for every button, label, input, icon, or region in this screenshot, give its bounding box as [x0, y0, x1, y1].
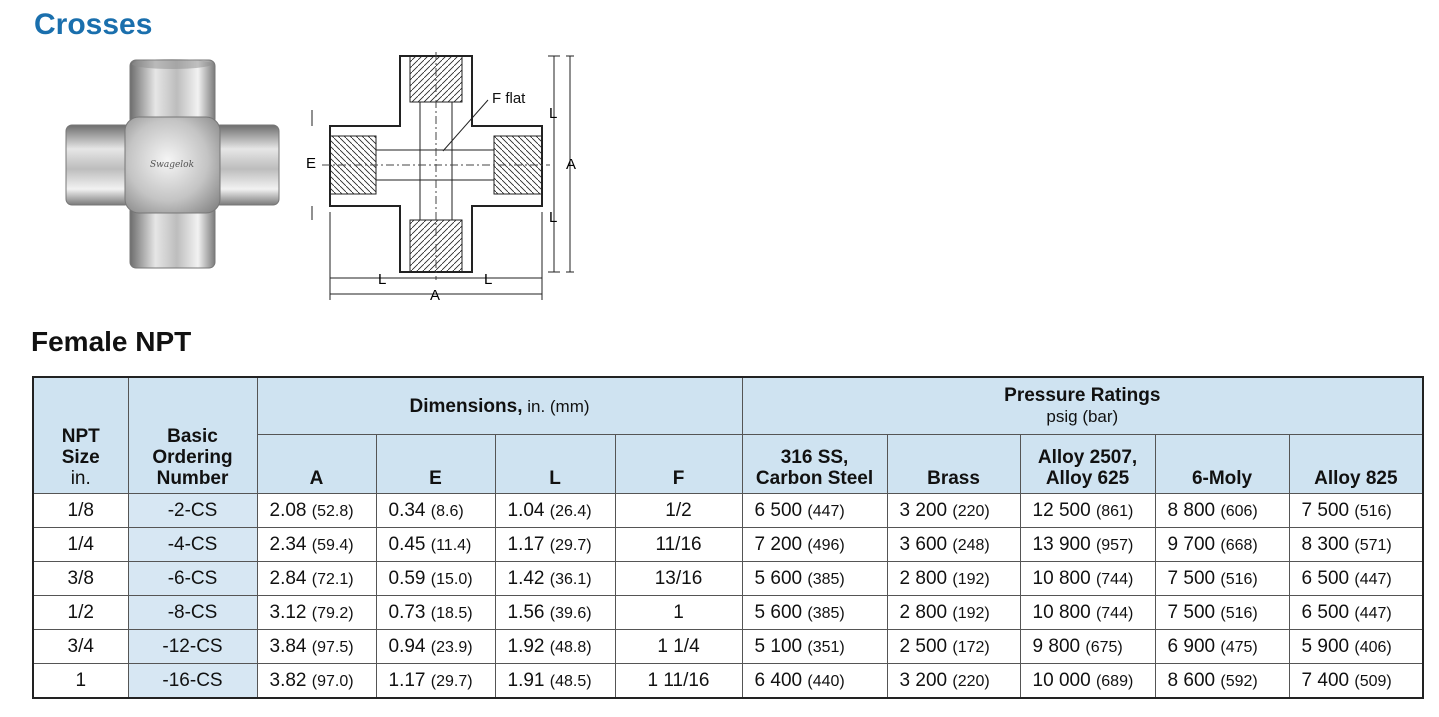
cell-dim-a: 3.84 (97.5) — [257, 630, 376, 664]
cell-npt-size: 1/4 — [33, 528, 128, 562]
table-row — [33, 630, 1423, 664]
cell-pressure-alloy825: 8 300 (571) — [1289, 528, 1423, 562]
col-npt-size: NPT Size in. — [33, 377, 128, 494]
cell-dim-a: 2.34 (59.4) — [257, 528, 376, 562]
table-row — [33, 528, 1423, 562]
cell-dim-a: 3.82 (97.0) — [257, 664, 376, 699]
cross-dimension-drawing — [298, 48, 598, 306]
col-material-6moly: 6-Moly — [1155, 435, 1289, 494]
cell-dim-e: 0.59 (15.0) — [376, 562, 495, 596]
table-row — [33, 596, 1423, 630]
col-group-dimensions: Dimensions, in. (mm) — [257, 377, 742, 435]
dim-l-left: L — [378, 271, 387, 288]
cell-pressure-alloy2507: 13 900 (957) — [1020, 528, 1155, 562]
dim-l-right: L — [484, 271, 493, 288]
cell-ordering-number: -12-CS — [128, 630, 257, 664]
cell-pressure-316ss: 5 600 (385) — [742, 596, 887, 630]
cell-pressure-316ss: 6 400 (440) — [742, 664, 887, 699]
cell-npt-size: 1 — [33, 664, 128, 699]
cell-dim-f: 1 — [615, 596, 742, 630]
cell-dim-f: 1 1/4 — [615, 630, 742, 664]
col-material-brass: Brass — [887, 435, 1020, 494]
cell-npt-size: 3/8 — [33, 562, 128, 596]
col-material-alloy2507: Alloy 2507, Alloy 625 — [1020, 435, 1155, 494]
col-dim-a: A — [257, 435, 376, 494]
cell-dim-e: 0.34 (8.6) — [376, 494, 495, 528]
dim-l-upper: L — [549, 105, 558, 122]
cell-pressure-alloy825: 6 500 (447) — [1289, 562, 1423, 596]
cell-dim-e: 0.45 (11.4) — [376, 528, 495, 562]
cell-pressure-brass: 2 800 (192) — [887, 596, 1020, 630]
cell-dim-f: 1/2 — [615, 494, 742, 528]
cell-dim-l: 1.92 (48.8) — [495, 630, 615, 664]
cell-pressure-brass: 3 200 (220) — [887, 494, 1020, 528]
cell-dim-l: 1.17 (29.7) — [495, 528, 615, 562]
cell-pressure-alloy825: 6 500 (447) — [1289, 596, 1423, 630]
cell-dim-f: 1 11/16 — [615, 664, 742, 699]
cell-dim-a: 2.84 (72.1) — [257, 562, 376, 596]
cell-pressure-alloy2507: 10 000 (689) — [1020, 664, 1155, 699]
cross-fitting-photo — [60, 55, 285, 275]
cell-npt-size: 1/2 — [33, 596, 128, 630]
cell-pressure-316ss: 6 500 (447) — [742, 494, 887, 528]
cell-dim-e: 0.94 (23.9) — [376, 630, 495, 664]
table-row — [33, 494, 1423, 528]
logo-text: Swagelok — [149, 160, 195, 170]
col-dim-e: E — [376, 435, 495, 494]
cell-pressure-316ss: 5 600 (385) — [742, 562, 887, 596]
cell-npt-size: 1/8 — [33, 494, 128, 528]
cell-dim-l: 1.04 (26.4) — [495, 494, 615, 528]
cell-pressure-6moly: 7 500 (516) — [1155, 562, 1289, 596]
col-ordering-number: Basic Ordering Number — [128, 377, 257, 494]
cell-pressure-6moly: 9 700 (668) — [1155, 528, 1289, 562]
cell-pressure-6moly: 6 900 (475) — [1155, 630, 1289, 664]
f-flat-label: F flat — [492, 90, 526, 107]
cell-pressure-alloy825: 7 500 (516) — [1289, 494, 1423, 528]
cell-ordering-number: -4-CS — [128, 528, 257, 562]
spec-table-body — [33, 494, 1423, 699]
cell-pressure-316ss: 7 200 (496) — [742, 528, 887, 562]
cell-pressure-alloy2507: 10 800 (744) — [1020, 562, 1155, 596]
table-row — [33, 664, 1423, 699]
cell-dim-f: 11/16 — [615, 528, 742, 562]
cell-pressure-6moly: 8 800 (606) — [1155, 494, 1289, 528]
female-npt-spec-table — [32, 376, 1424, 699]
cell-ordering-number: -2-CS — [128, 494, 257, 528]
cell-ordering-number: -16-CS — [128, 664, 257, 699]
cell-ordering-number: -6-CS — [128, 562, 257, 596]
cell-dim-a: 2.08 (52.8) — [257, 494, 376, 528]
cell-dim-e: 1.17 (29.7) — [376, 664, 495, 699]
cell-pressure-alloy2507: 12 500 (861) — [1020, 494, 1155, 528]
dim-l-lower: L — [549, 209, 558, 226]
cell-pressure-brass: 3 600 (248) — [887, 528, 1020, 562]
cell-pressure-alloy825: 5 900 (406) — [1289, 630, 1423, 664]
section-title: Female NPT — [31, 326, 192, 357]
col-group-pressure-ratings: Pressure Ratings psig (bar) — [742, 377, 1423, 435]
cell-pressure-6moly: 8 600 (592) — [1155, 664, 1289, 699]
cell-dim-f: 13/16 — [615, 562, 742, 596]
dim-a-vertical: A — [566, 156, 577, 173]
cell-dim-l: 1.91 (48.5) — [495, 664, 615, 699]
col-material-316ss: 316 SS, Carbon Steel — [742, 435, 887, 494]
cell-pressure-alloy825: 7 400 (509) — [1289, 664, 1423, 699]
cell-pressure-brass: 2 500 (172) — [887, 630, 1020, 664]
cell-dim-a: 3.12 (79.2) — [257, 596, 376, 630]
cell-pressure-alloy2507: 9 800 (675) — [1020, 630, 1155, 664]
col-material-alloy825: Alloy 825 — [1289, 435, 1423, 494]
dim-e: E — [306, 155, 317, 172]
cell-dim-l: 1.56 (39.6) — [495, 596, 615, 630]
cell-pressure-316ss: 5 100 (351) — [742, 630, 887, 664]
cell-dim-e: 0.73 (18.5) — [376, 596, 495, 630]
cell-npt-size: 3/4 — [33, 630, 128, 664]
dim-a-horizontal: A — [430, 287, 441, 304]
cell-dim-l: 1.42 (36.1) — [495, 562, 615, 596]
col-dim-l: L — [495, 435, 615, 494]
col-dim-f: F — [615, 435, 742, 494]
table-row — [33, 562, 1423, 596]
cell-ordering-number: -8-CS — [128, 596, 257, 630]
cell-pressure-alloy2507: 10 800 (744) — [1020, 596, 1155, 630]
cell-pressure-6moly: 7 500 (516) — [1155, 596, 1289, 630]
cell-pressure-brass: 3 200 (220) — [887, 664, 1020, 699]
cell-pressure-brass: 2 800 (192) — [887, 562, 1020, 596]
page-title: Crosses — [34, 8, 153, 41]
